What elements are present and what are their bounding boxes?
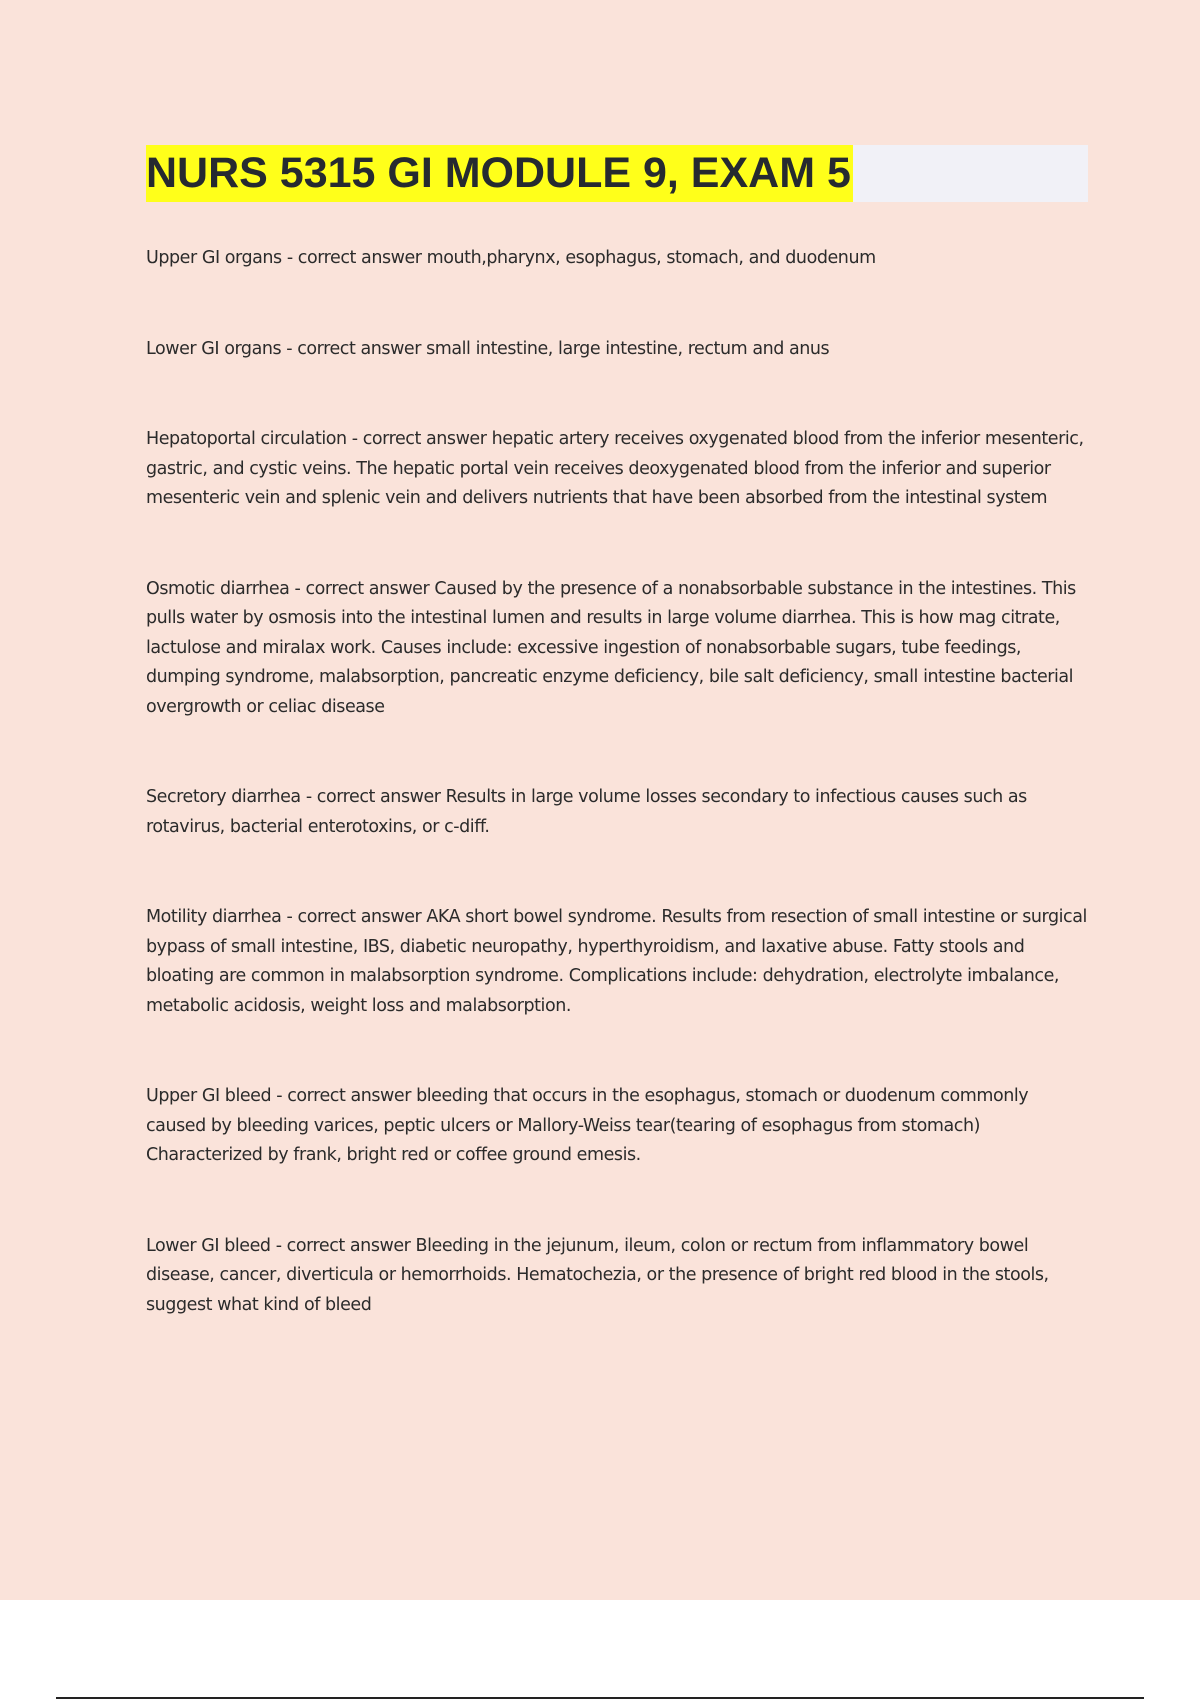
qa-entry-motility-diarrhea: Motility diarrhea - correct answer AKA short bowel syndrome. Results from resection of small intestine or surgical bypass of small intestine, IBS, diabetic neuropathy, hyperthyroidism, and laxative abuse. Fatty stools and bloating are common in malabsorption syndrome. Complications include: dehydration, electrolyte imbalance, metabolic acidosis, weight loss and malabsorption. — [146, 907, 1087, 1016]
document-title: NURS 5315 GI MODULE 9, EXAM 5 — [146, 145, 853, 202]
qa-list — [146, 244, 1091, 1381]
qa-entry-hepatoportal-circulation: Hepatoportal circulation - correct answer hepatic artery receives oxygenated blood from the inferior mesenteric, gastric, and cystic veins. The hepatic portal vein receives deoxygenated blood from the inferior and superior mesenteric vein and splenic vein and delivers nutrients that have been absorbed from the intestinal system — [146, 429, 1084, 508]
bottom-divider — [56, 1697, 1144, 1699]
qa-entry-upper-gi-organs: Upper GI organs - correct answer mouth,pharynx, esophagus, stomach, and duodenum — [146, 248, 876, 268]
qa-entry-lower-gi-bleed: Lower GI bleed - correct answer Bleeding in the jejunum, ileum, colon or rectum from inflammatory bowel disease, cancer, diverticula or hemorrhoids. Hematochezia, or the presence of bright red blood in the stools, suggest what kind of bleed — [146, 1235, 1049, 1315]
title-block — [146, 145, 1088, 202]
qa-entry-lower-gi-organs: Lower GI organs - correct answer small intestine, large intestine, rectum and anus — [146, 338, 830, 359]
qa-entry-upper-gi-bleed: Upper GI bleed - correct answer bleeding that occurs in the esophagus, stomach or duodenum commonly caused by bleeding varices, peptic ulcers or Mallory-Weiss tear(tearing of esophagus from stomach) Characterized by frank, bright red or coffee ground emesis. — [146, 1086, 1029, 1165]
qa-entry-osmotic-diarrhea: Osmotic diarrhea - correct answer Caused by the presence of a nonabsorbable substance in the intestines. This pulls water by osmosis into the intestinal lumen and results in large volume diarrhea. This is how mag citrate, lactulose and miralax work. Causes include: excessive ingestion of nonabsorbable sugars, tube feedings, dumping syndrome, malabsorption, pancreatic enzyme deficiency, bile salt deficiency, small intestine bacterial overgrowth or celiac disease — [146, 578, 1076, 717]
qa-entry-secretory-diarrhea: Secretory diarrhea - correct answer Results in large volume losses secondary to infectious causes such as rotavirus, bacterial enterotoxins, or c-diff. — [146, 787, 1027, 837]
